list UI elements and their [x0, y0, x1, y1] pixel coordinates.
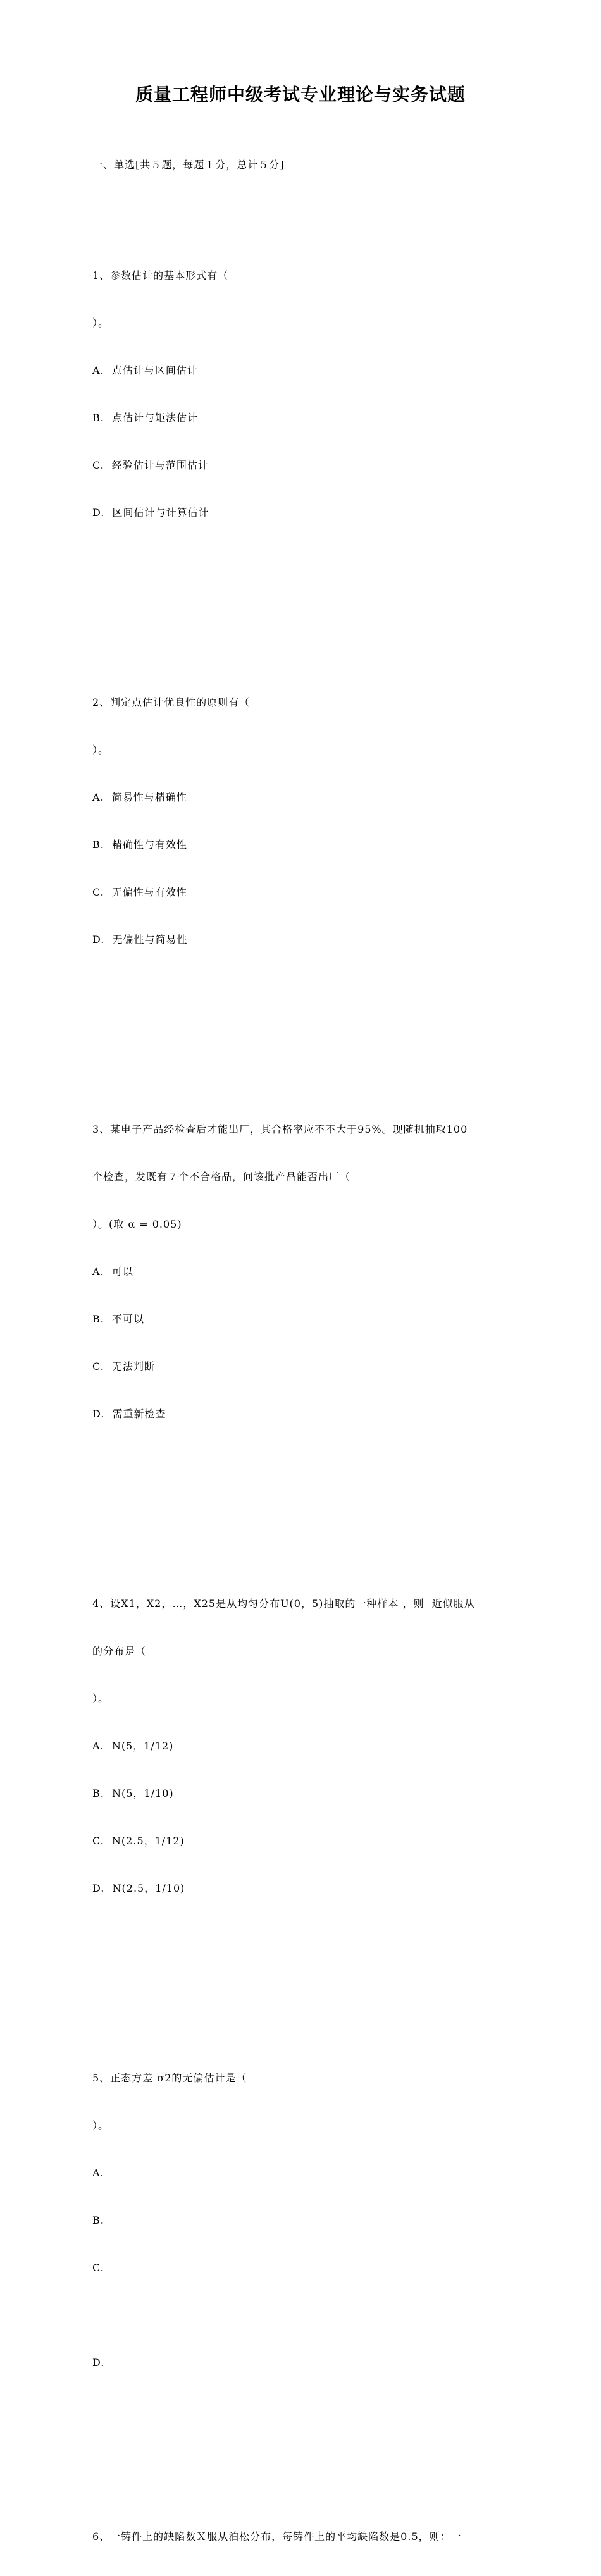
question-stem: 4、设X1，X2，…，X25是从均匀分布U(0，5)抽取的一种样本 ，则 近似服从 [92, 1598, 475, 1610]
question-4 [92, 1564, 510, 1928]
option-b: B. [92, 2214, 104, 2226]
question-stem: 的分布是（ [92, 1645, 147, 1657]
spacer [92, 2307, 510, 2323]
question-stem: ）。 [92, 317, 109, 329]
option-a: A. N(5，1/12) [92, 1740, 174, 1752]
document-title: 质量工程师中级考试专业理论与实务试题 [135, 84, 466, 105]
question-stem: ）。 [92, 744, 109, 756]
option-b: B. 不可以 [92, 1313, 145, 1325]
option-a: A. [92, 2167, 104, 2179]
question-2 [92, 663, 510, 979]
option-a: A. 点估计与区间估计 [92, 364, 198, 376]
document-body [92, 125, 510, 2576]
question-6-stem: 6、一铸件上的缺陷数Ｘ服从泊松分布，每铸件上的平均缺陷数是0.5，则：一 [92, 2530, 462, 2542]
question-stem: 2、判定点估计优良性的原则有（ [92, 696, 251, 708]
option-d: D. 无偏性与简易性 [92, 934, 188, 946]
option-d: D. 区间估计与计算估计 [92, 507, 209, 519]
section-heading: 一、单选[共５题，每题１分，总计５分] [92, 159, 285, 171]
option-d: D. [92, 2357, 105, 2369]
option-c: C. N(2.5，1/12) [92, 1835, 185, 1847]
question-5 [92, 2038, 510, 2402]
question-stem: ）。 [92, 2119, 109, 2131]
spacer [92, 1959, 510, 1975]
question-stem: ）。(取 α = 0.05) [92, 1218, 182, 1230]
spacer [92, 584, 510, 600]
option-a: A. 简易性与精确性 [92, 791, 187, 803]
option-d: D. N(2.5，1/10) [92, 1882, 185, 1894]
option-b: B. 点估计与矩法估计 [92, 412, 199, 424]
spacer [92, 2434, 510, 2465]
question-stem: 5、正态方差 σ2的无偏估计是（ [92, 2072, 247, 2084]
option-c: C. [92, 2262, 104, 2274]
question-stem: 3、某电子产品经检查后才能出厂，其合格率应不不大于95%。现随机抽取100 [92, 1123, 468, 1135]
option-c: C. 无偏性与有效性 [92, 886, 187, 898]
question-stem: ）。 [92, 1692, 109, 1704]
question-stem: 1、参数估计的基本形式有（ [92, 269, 229, 281]
question-stem: 个检查，发既有７个不合格品，问该批产品能否出厂（ [92, 1171, 351, 1183]
spacer [92, 1011, 510, 1026]
spacer [92, 1485, 510, 1501]
question-1 [92, 236, 510, 552]
option-c: C. 无法判断 [92, 1360, 155, 1372]
option-a: A. 可以 [92, 1266, 133, 1278]
option-c: C. 经验估计与范围估计 [92, 459, 209, 471]
option-b: B. 精确性与有效性 [92, 839, 188, 851]
question-3 [92, 1090, 510, 1453]
option-d: D. 需重新检查 [92, 1408, 166, 1420]
option-b: B. N(5，1/10) [92, 1787, 174, 1799]
